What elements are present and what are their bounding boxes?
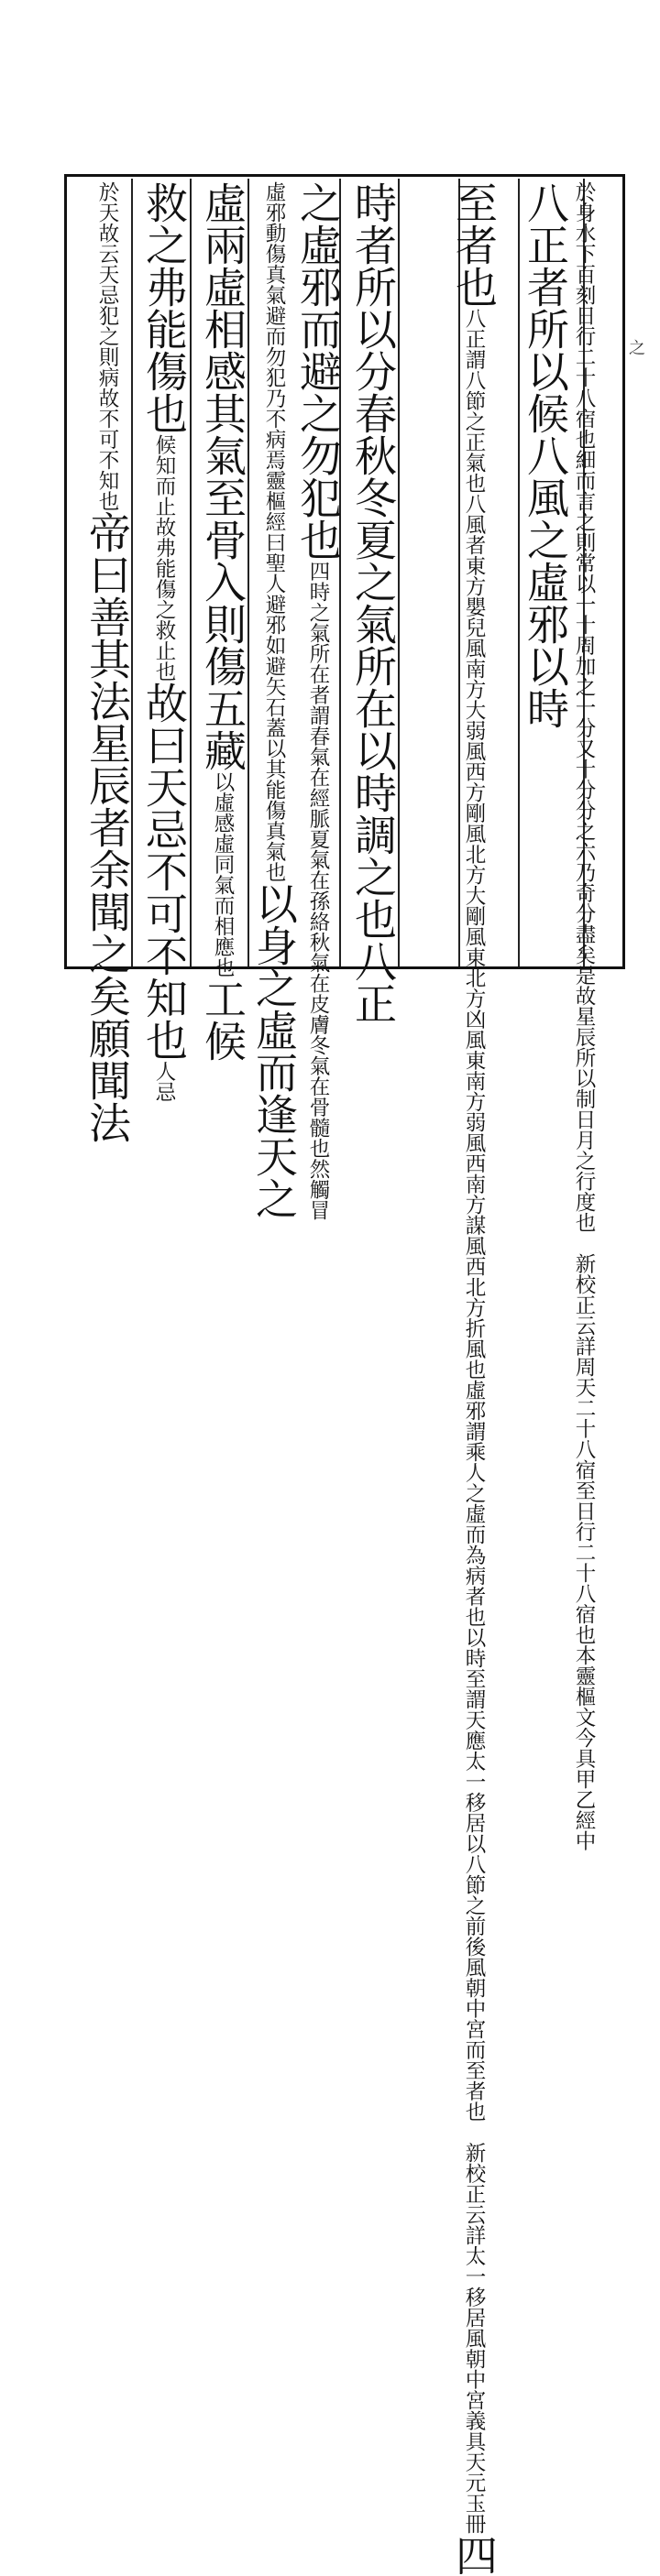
text-column-7 [194, 181, 248, 1062]
commentary-text: 四時之氣所在者謂春氣在經脈夏氣在孫絡秋氣在皮膚冬氣在骨髓也然觸冒 [306, 561, 330, 1220]
main-text: 八正者所以候八風之虛邪以時 [521, 181, 570, 729]
text-column-3 [521, 181, 570, 958]
text-column-1: 於身水下百刻日行二十八宿也細而言之則常以一十周加之一分又十分分之六乃奇分盡矣是故星辰所以制日月之行度也 新校正云詳周天二十八宿至日行二十八宿也本靈樞文今具甲乙經中 [572, 181, 596, 1851]
main-text: 帝曰善其法星辰者余聞之矣願聞法 [82, 511, 132, 1143]
column-divider [190, 179, 192, 966]
commentary-text: 八正謂八節之正氣也八風者東方嬰兒風南方大弱風西方剛風北方大剛風東北方凶風東南方弱風西南方謀風西北方折風也虛邪謂乘人之虛而為病者也以時至謂天應太一移居以八節之前後風朝中宮而至者也 新校正云詳太一移居風朝中宮義具天元玉冊 [462, 308, 486, 2534]
page-edge-mark: 之 [626, 339, 645, 355]
main-text: 至者也 [449, 181, 499, 308]
text-column-5 [293, 181, 343, 1220]
text-column-8 [136, 181, 189, 1102]
commentary-text: 於天故云天忌犯之則病故不可不知也 [95, 181, 119, 511]
commentary-text: 以虛感虛同氣而相應也 [211, 771, 235, 977]
main-text: 時者所以分春秋冬夏之氣所在以時調之也八正 [348, 181, 398, 1024]
main-text: 虛兩虛相感其氣至骨入則傷五藏 [198, 181, 248, 771]
main-text: 之虛邪而避之勿犯也 [293, 181, 343, 561]
main-text: 故曰天忌不可不知也 [139, 682, 189, 1061]
text-column-9 [70, 181, 132, 1143]
main-text: 以身之虛而逢天之 [249, 882, 299, 1219]
text-column-6 [249, 181, 299, 1219]
column-divider [398, 179, 400, 966]
commentary-text: 虛邪動傷真氣避而勿犯乃不病焉靈樞經曰聖人避邪如避矢石蓋以其能傷真氣也 [262, 181, 286, 882]
text-column-4 [348, 181, 398, 1024]
column-divider [518, 179, 520, 966]
text-column-2 [403, 181, 499, 2576]
commentary-text: 候知而止故弗能傷之救止也 [152, 434, 176, 682]
commentary-text: 人忌 [152, 1061, 176, 1102]
main-text: 工候 [198, 977, 248, 1062]
main-text: 四 [449, 2534, 499, 2576]
main-text: 救之弗能傷也 [139, 181, 189, 434]
